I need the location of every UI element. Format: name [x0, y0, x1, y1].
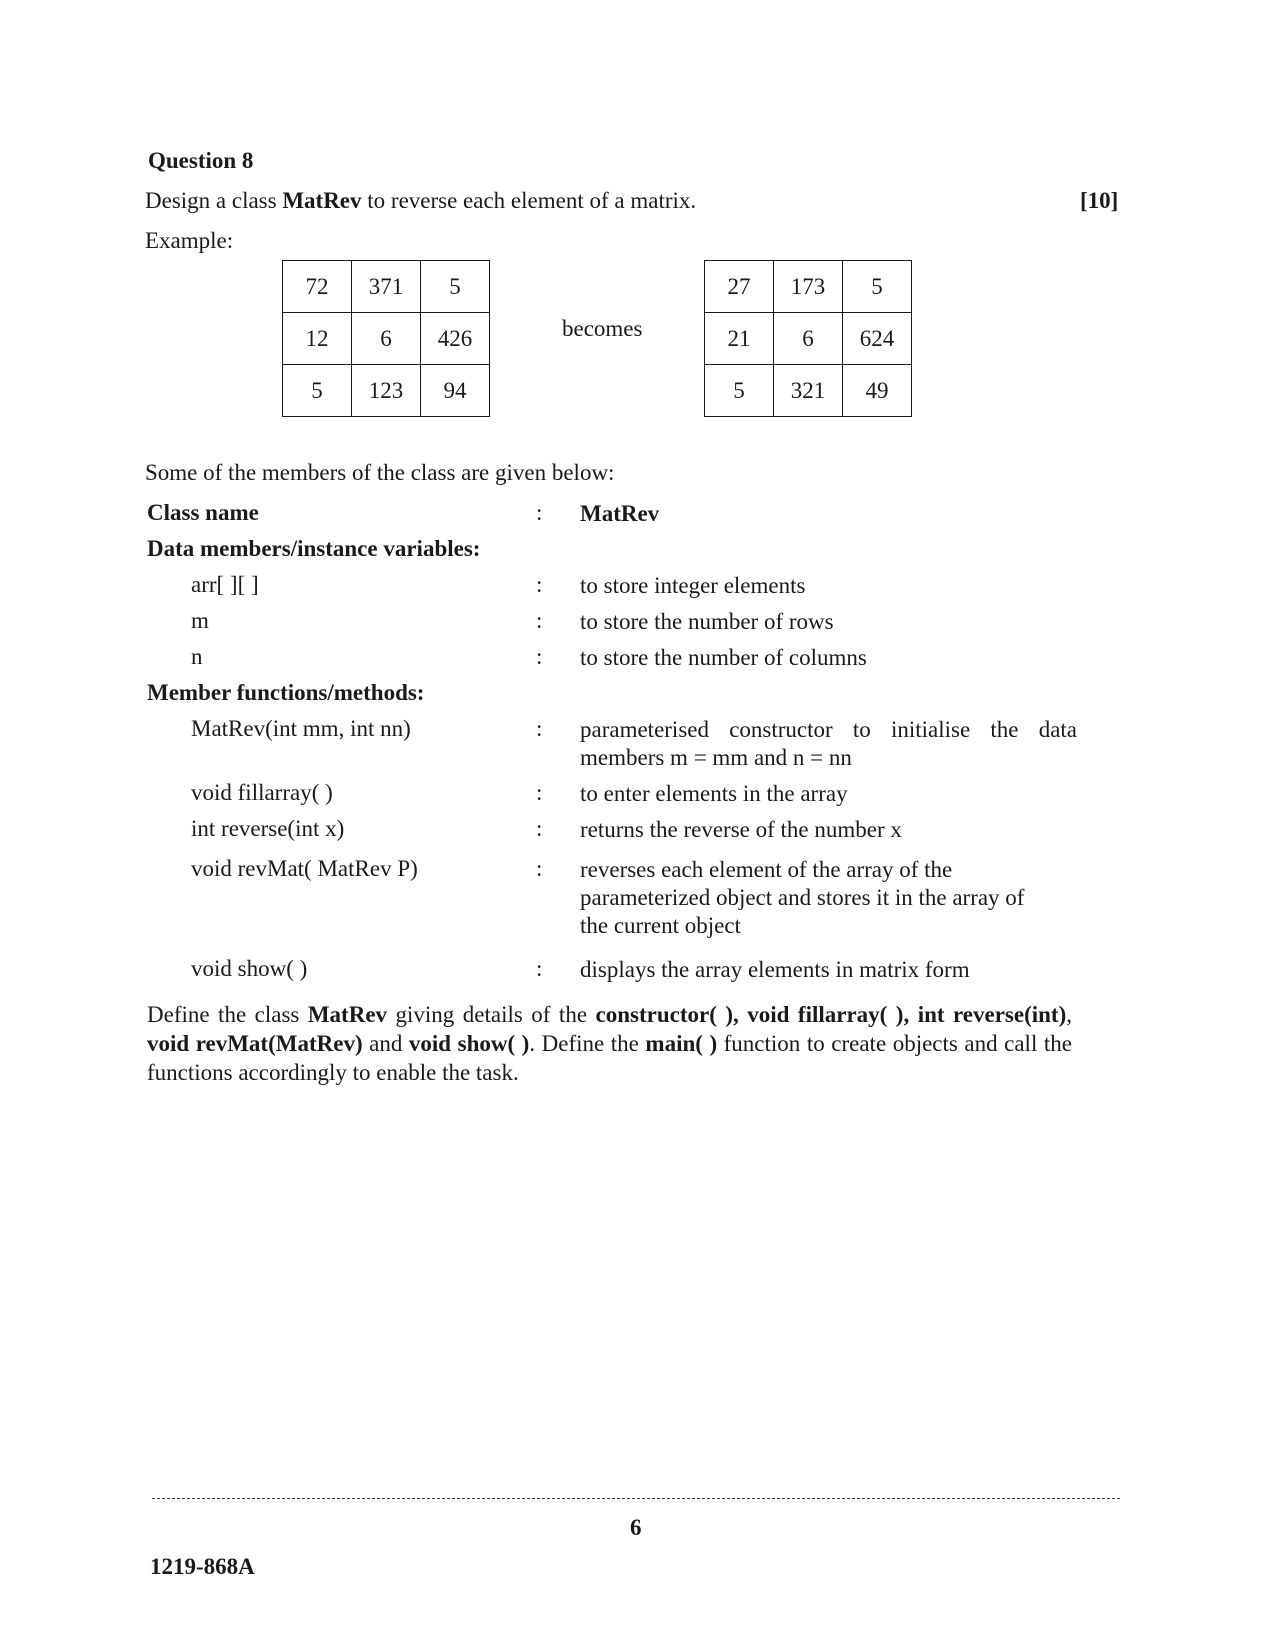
- para-bold: void revMat(MatRev): [147, 1031, 363, 1056]
- colon: :: [536, 856, 543, 881]
- para-text: . Define the: [529, 1031, 646, 1056]
- para-text: giving details of the: [387, 1002, 596, 1027]
- matrix-after: [704, 260, 912, 417]
- intro-class-name: MatRev: [282, 188, 362, 213]
- footer-divider: [152, 1498, 1120, 1499]
- matrix-cell: 27: [705, 261, 774, 313]
- para-text: ,: [1066, 1002, 1073, 1027]
- para-text: function to create objects and call the functions accordingly to enable the task.: [147, 1031, 1072, 1085]
- member-desc: to store the number of rows: [580, 609, 834, 634]
- member-name: m: [191, 608, 209, 633]
- method-desc: [580, 856, 1077, 940]
- para-bold: main( ): [645, 1031, 718, 1056]
- matrix-cell: 371: [352, 261, 421, 313]
- matrix-before: [282, 260, 490, 417]
- matrix-row: [705, 261, 912, 313]
- intro-text-post: to reverse each element of a matrix.: [361, 188, 697, 213]
- data-members-heading: Data members/instance variables:: [147, 536, 481, 561]
- example-label: Example:: [145, 228, 234, 253]
- colon: :: [536, 716, 543, 741]
- matrix-cell: 94: [421, 365, 490, 417]
- method-desc: to enter elements in the array: [580, 781, 848, 806]
- marks-label: [10]: [1080, 188, 1119, 213]
- question-intro: [145, 188, 696, 214]
- matrix-row: [283, 365, 490, 417]
- task-paragraph: [147, 1000, 1072, 1087]
- para-bold: constructor( ), void fillarray( ), int reverse(int): [595, 1002, 1067, 1027]
- matrix-cell: 6: [352, 313, 421, 365]
- method-name: void revMat( MatRev P): [191, 856, 418, 881]
- matrix-cell: 321: [774, 365, 843, 417]
- colon: :: [536, 644, 543, 669]
- members-intro: Some of the members of the class are given below:: [145, 460, 615, 485]
- method-name: void show( ): [191, 956, 308, 981]
- para-bold: void show( ): [408, 1031, 530, 1056]
- matrix-cell: 12: [283, 313, 352, 365]
- matrix-row: [283, 313, 490, 365]
- page-number: 6: [630, 1515, 642, 1540]
- matrix-cell: 21: [705, 313, 774, 365]
- colon: :: [536, 816, 543, 841]
- method-desc: displays the array elements in matrix form: [580, 957, 970, 982]
- method-desc-line: parameterised constructor to initialise the data: [580, 717, 1077, 742]
- method-desc: returns the reverse of the number x: [580, 817, 902, 842]
- colon: :: [536, 780, 543, 805]
- para-text: and: [362, 1031, 409, 1056]
- member-name: arr[ ][ ]: [191, 572, 259, 597]
- method-name: int reverse(int x): [191, 816, 345, 841]
- member-desc: to store integer elements: [580, 573, 806, 598]
- matrix-cell: 72: [283, 261, 352, 313]
- matrix-row: [705, 313, 912, 365]
- method-desc: [580, 716, 1077, 772]
- member-desc: to store the number of columns: [580, 645, 867, 670]
- paper-code: 1219-868A: [150, 1554, 255, 1579]
- matrix-cell: 426: [421, 313, 490, 365]
- method-desc-line: members m = mm and n = nn: [580, 745, 852, 770]
- member-name: n: [191, 644, 203, 669]
- matrix-cell: 624: [843, 313, 912, 365]
- matrix-cell: 49: [843, 365, 912, 417]
- method-name: MatRev(int mm, int nn): [191, 716, 411, 741]
- matrix-cell: 5: [705, 365, 774, 417]
- matrix-cell: 6: [774, 313, 843, 365]
- question-title: Question 8: [148, 148, 254, 173]
- intro-text-pre: Design a class: [145, 188, 283, 213]
- matrix-cell: 5: [283, 365, 352, 417]
- method-desc-line: the current object: [580, 913, 741, 938]
- matrix-cell: 123: [352, 365, 421, 417]
- class-name-value: MatRev: [580, 501, 660, 526]
- methods-heading: Member functions/methods:: [147, 680, 425, 705]
- matrix-row: [705, 365, 912, 417]
- colon: :: [536, 608, 543, 633]
- method-name: void fillarray( ): [191, 780, 333, 805]
- matrix-row: [283, 261, 490, 313]
- class-name-label: Class name: [147, 500, 259, 525]
- becomes-label: becomes: [562, 316, 643, 341]
- matrix-cell: 5: [421, 261, 490, 313]
- para-bold: MatRev: [307, 1002, 388, 1027]
- matrix-cell: 173: [774, 261, 843, 313]
- method-desc-line: reverses each element of the array of the: [580, 857, 953, 882]
- colon: :: [536, 956, 543, 981]
- para-text: Define the class: [147, 1002, 308, 1027]
- method-desc-line: parameterized object and stores it in the array of: [580, 885, 1025, 910]
- matrix-cell: 5: [843, 261, 912, 313]
- colon: :: [536, 572, 543, 597]
- colon: :: [536, 500, 543, 525]
